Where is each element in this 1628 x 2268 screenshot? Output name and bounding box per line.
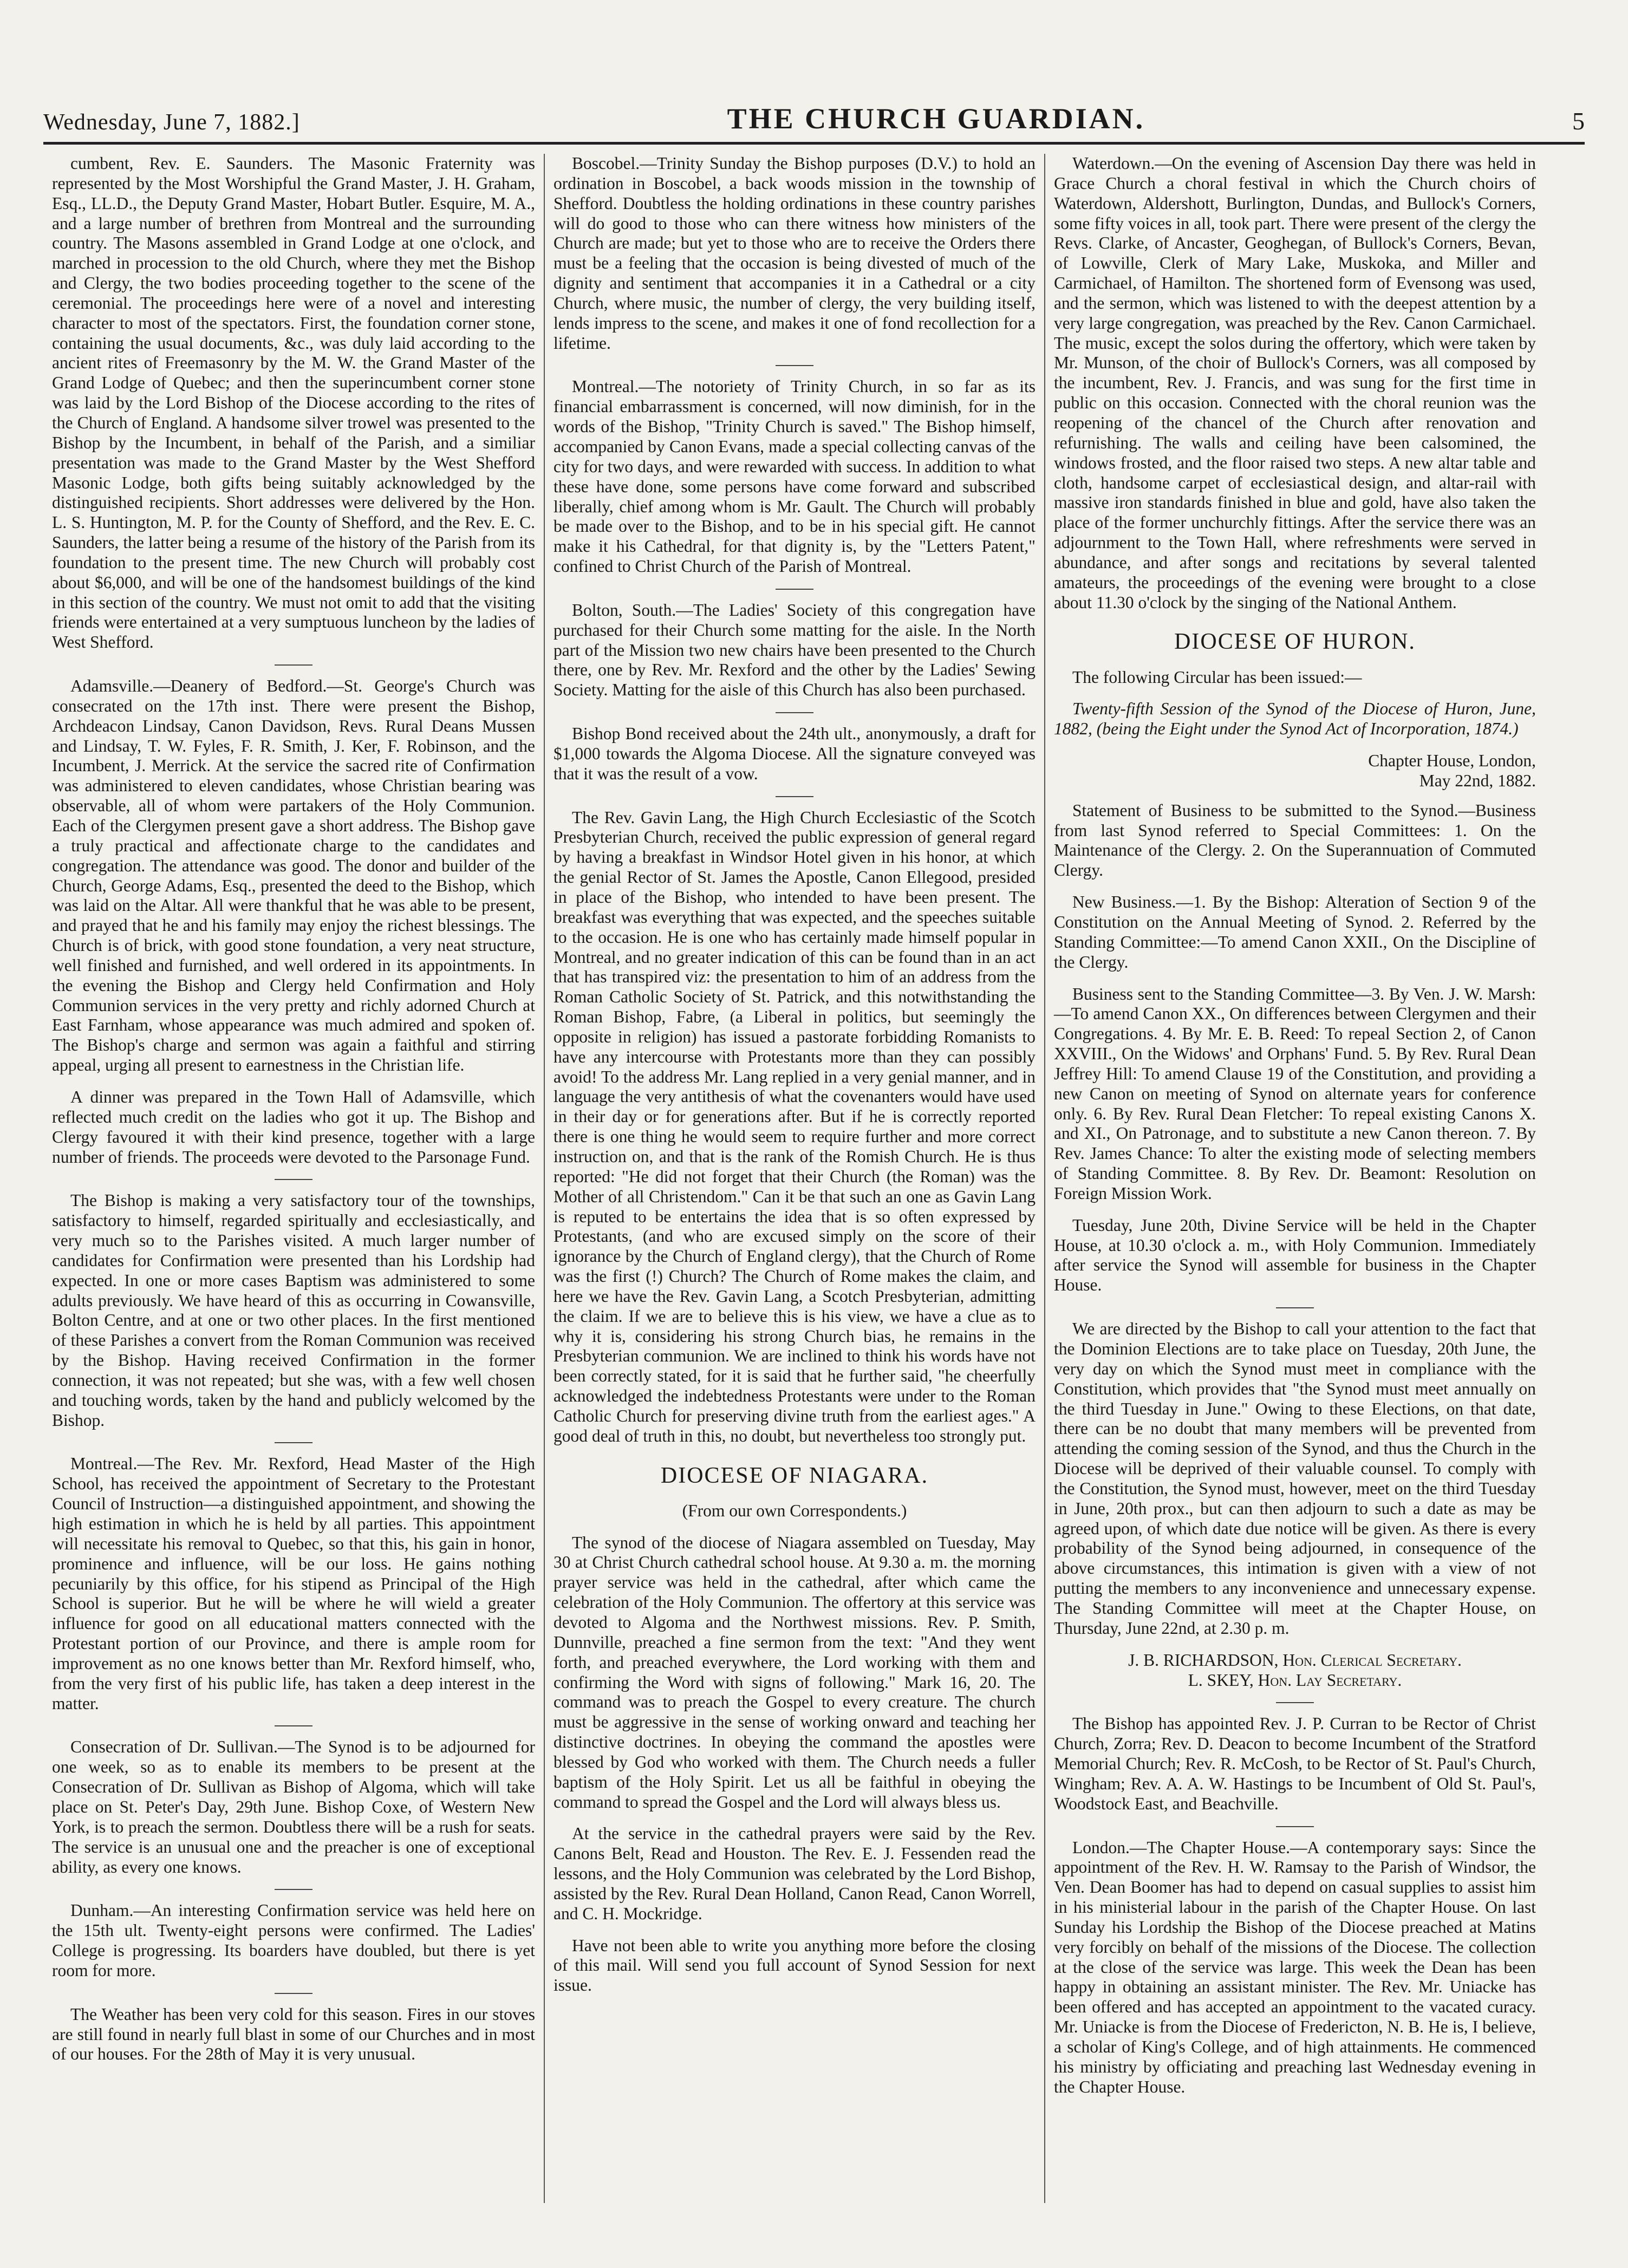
article-paragraph: New Business.—1. By the Bishop: Alteration of Section 9 of the Constitution on the Annual Meeting of Synod. 2. Referred by the Standing Committee:—To amend Canon XXII., On the Discipline of the Clergy. [1054,892,1536,972]
article-weather: The Weather has been very cold for this season. Fires in our stoves are still found in nearly full blast in some of our Churches and in most of our houses. For the 28th of May it is very unusual. [52,2004,535,2064]
columns [43,154,1585,2203]
separator [275,664,312,666]
page-header [43,92,1585,135]
separator [1276,1702,1314,1703]
article-montreal-trinity: Montreal.—The notoriety of Trinity Church, in so far as its financial embarrassment is concerned, will now diminish, for in the words of the Bishop, "Trinity Church is saved." The Bishop himself, accompanied by Canon Evans, made a special collecting canvas of the city for two days, and were rewarded with success. In addition to what these have done, some persons have come forward and subscribed liberally, chief among whom is Mr. Gault. The Church will probably be made over to the Bishop, and to be in his special gift. He cannot make it his Cathedral, for that dignity is, by the "Letters Patent," confined to Christ Church of the Parish of Montreal. [553,377,1036,576]
section-title-huron: DIOCESE OF HURON. [1174,629,1416,655]
issue-date: Wednesday, June 7, 1882.] [43,110,300,135]
article-paragraph: Tuesday, June 20th, Divine Service will be held in the Chapter House, at 10.30 o'clock a. m., with Holy Communion. Immediately after service the Synod will assemble for business in the Chapter House. [1054,1215,1536,1295]
article-gavin-lang: The Rev. Gavin Lang, the High Church Ecclesiastic of the Scotch Presbyterian Church, received the public expression of general regard by having a breakfast in Windsor Hotel given in his honor, at which the genial Rector of St. James the Apostle, Canon Ellegood, presided in place of the Bishop, who intended to have been present. The breakfast was everything that was expected, and the speeches suitable to the occasion. He is one who has certainly made himself popular in Montreal, and no greater indication of this can be found than in an act that has transpired viz: the presentation to him of an address from the Roman Catholic Society of St. Patrick, and this notwithstanding the Roman Bishop, Fabre, (a Liberal in politics, but seemingly the opposite in religion) has issued a pastorate forbidding Romanists to have any intercourse with Protestants more than they can possibly avoid! To the address Mr. Lang replied in a very genial manner, and in language the very antithesis of what the covenanters would have used in their day or for generations after. But if he is correctly reported there is one thing he would seem to require further and more correct instruction on, and that is the rank of the Romish Church. He is thus reported: "He did not forget that their Church (the Roman) was the Mother of all Christendom." Can it be that such an one as Gavin Lang is reputed to be entertains the idea that is so often expressed by Protestants, (and who are excused simply on the score of their ignorance by the Church of England clergy), that the Church of Rome was the first (!) Church? The Church of Rome makes the claim, and here we have the Rev. Gavin Lang, a Scotch Presbyterian, admitting the claim. If we are to believe this is his view, we have a clue as to why it is, considering his strong Church bias, he remains in the Presbyterian communion. We are inclined to think his words have not been correctly stated, for it is said that he further said, "he cheerfully acknowledged the indebtedness Protestants were under to the Roman Catholic Church for preserving divine truth from the earliest ages." A good deal of truth in this, no doubt, but nevertheless too strongly put. [553,807,1036,1445]
circular-heading: Twenty-fifth Session of the Synod of the Diocese of Huron, June, 1882, (being the Eight under the Synod Act of Incorporation, 1874.) [1054,699,1536,739]
article-paragraph: We are directed by the Bishop to call your attention to the fact that the Dominion Elections are to take place on Tuesday, 20th June, the very day on which the Synod must meet in compliance with the Constitution, which provides that "the Synod must meet annually on the third Tuesday in June." Owing to these Elections, on that date, there can be no doubt that many members will be prevented from attending the coming session of the Synod, and thus the Church in the Diocese will be deprived of their valuable counsel. To comply with the Constitution, the Synod must, however, meet on the third Tuesday in June, 20th prox., but can then adjourn to such a date as may be agreed upon, of which date due notice will be given. As there is every probability of the Synod being adjourned, in consequence of the above circumstances, this intimation is given with a view of not putting the members to any inconvenience and unnecessary expense. The Standing Committee will meet at the Chapter House, on Thursday, June 22nd, at 2.30 p. m. [1054,1319,1536,1638]
circular-date: May 22nd, 1882. [1419,771,1536,790]
signature: J. B. RICHARDSON, Hon. Clerical Secretary. [1128,1650,1462,1670]
article-waterdown: Waterdown.—On the evening of Ascension Day there was held in Grace Church a choral festival in which the Church choirs of Waterdown, Aldershott, Burlington, Dundas, and Bullock's Corners, some fifty voices in all, took part. There were present of the clergy the Revs. Clarke, of Ancaster, Geoghegan, of Bullock's Corners, Bevan, of Lowville, Clerk of Mary Lake, Muskoka, and Miller and Carmichael, of Hamilton. The shortened form of Evensong was used, and the sermon, which was listened to with the deepest attention by a very large congregation, was preached by the Rev. Canon Carmichael. The music, except the solos during the offertory, which were taken by Mr. Munson, of the choir of Bullock's Corners, was all composed by the incumbent, Rev. J. Francis, and was sung for the first time in public on this occasion. Connected with the choral reunion was the reopening of the chancel of the Church after renovation and refurnishing. The walls and ceiling have been calsomined, the windows frosted, and the floor raised two steps. A new altar table and cloth, handsome carpet of ecclesiastical design, and altar-rail with massive iron standards finished in blue and gold, have also taken the place of the former unchurchly fittings. After the service there was an adjournment to the Town Hall, where refreshments were served in abundance, and after songs and recitations by several talented amateurs, the proceedings of the evening were brought to a close about 11.30 o'clock by the singing of the National Anthem. [1054,154,1536,612]
article-boscobel: Boscobel.—Trinity Sunday the Bishop purposes (D.V.) to hold an ordination in Boscobel, a back woods mission in the township of Shefford. Doubtless the holding ordinations in these country parishes will do good to those who can there witness how ministers of the Church are made; but yet to those who are to receive the Orders there must be a feeling that the occasion is being divested of much of the dignity and sentiment that accompanies it in a Cathedral or a city Church, where music, the number of clergy, the very building itself, lends impress to the scene, and makes it one of fond recollection for a lifetime. [553,154,1036,353]
article-dunham: Dunham.—An interesting Confirmation service was held here on the 15th ult. Twenty-eight persons were confirmed. The Ladies' College is progressing. Its boarders have doubled, but there is yet room for more. [52,1901,535,1980]
masthead-title: THE CHURCH GUARDIAN. [727,102,1145,135]
separator [275,1889,312,1890]
page-number: 5 [1572,107,1585,135]
article-bolton-south: Bolton, South.—The Ladies' Society of this congregation have purchased for their Church some matting for the aisle. In the North part of the Mission two new chairs have been presented to the Church there, one by Rev. Mr. Rexford and the other by the Ladies' Sewing Society. Matting for the aisle of this Church has also been purchased. [553,600,1036,700]
article-paragraph: Have not been able to write you anything more before the closing of this mail. Will send you full account of Synod Session for next issue. [553,1935,1036,1995]
article-paragraph: Statement of Business to be submitted to the Synod.—Business from last Synod referred to Special Committees: 1. On the Maintenance of the Clergy. 2. On the Superannuation of Commuted Clergy. [1054,800,1536,880]
separator [776,365,813,366]
separator [1276,1826,1314,1827]
separator [275,1179,312,1180]
article-bishop-tour: The Bishop is making a very satisfactory tour of the townships, satisfactory to himself, regarded spiritually and ecclesiastically, and very much so to the Parishes visited. A much larger number of candidates for Confirmation were presented than his Lordship had expected. In one or more cases Baptism was administered to some adults previously. We have heard of this as occurring in Cowansville, Bolton Centre, and at one or two other places. In the first mentioned of these Parishes a convert from the Roman Communion was received by the Bishop. Having received Confirmation in the former connection, it was not repeated; but she was, with a few well chosen and touching words, taken by the hand and publicly welcomed by the Bishop. [52,1191,535,1430]
separator [776,589,813,590]
article-paragraph: Business sent to the Standing Committee—3. By Ven. J. W. Marsh:—To amend Canon XX., On differences between Clergymen and their Congregations. 4. By Mr. E. B. Reed: To repeal Section 2, of Canon XXVIII., On the Widows' and Orphans' Fund. 5. By Rev. Rural Dean Jeffrey Hill: To amend Clause 19 of the Constitution, and providing a new Canon on meeting of Synod on alternate years for conference only. 6. By Rev. Rural Dean Fletcher: To repeal existing Canons X. and XI., On Patronage, and to substitute a new Canon thereon. 7. By Rev. James Chance: To alter the existing mode of selecting members of Standing Committee. 8. By Rev. Dr. Beamont: Resolution on Foreign Mission Work. [1054,984,1536,1203]
article-niagara-synod: The synod of the diocese of Niagara assembled on Tuesday, May 30 at Christ Church cathedral school house. At 9.30 a. m. the morning prayer service was held in the cathedral, after which came the celebration of the Holy Communion. The offertory at this service was devoted to Algoma and the Northwest missions. Rev. P. Smith, Dunnville, preached a fine sermon from the text: "And they went forth, and preached everywhere, the Lord working with them and confirming the Word with signs of following." Mark 16, 20. The command was to preach the Gospel to every creature. The church must be aggressive in the sense of working onward and teaching her distinctive doctrines. In obeying the command the apostles were blessed by God who worked with them. The Church needs a fuller baptism of the Holy Spirit. Let us all be faithful in obeying the command to spread the Gospel and the Lord will always bless us. [553,1533,1036,1811]
article-appointments: The Bishop has appointed Rev. J. P. Curran to be Rector of Christ Church, Zorra; Rev. D. Deacon to become Incumbent of the Stratford Memorial Church; Rev. R. McCosh, to be Rector of St. Paul's Church, Wingham; Rev. A. A. W. Hastings to be Incumbent of Old St. Paul's, Woodstock East, and Beachville. [1054,1714,1536,1813]
article-paragraph: A dinner was prepared in the Town Hall of Adamsville, which reflected much credit on the ladies who got it up. The Bishop and Clergy favoured it with their kind presence, together with a large number of friends. The proceeds were devoted to the Parsonage Fund. [52,1087,535,1166]
separator [275,1725,312,1726]
separator [776,712,813,713]
article-paragraph: The following Circular has been issued:— [1072,667,1362,687]
article-montreal-rexford: Montreal.—The Rev. Mr. Rexford, Head Master of the High School, has received the appointment of Secretary to the Protestant Council of Instruction—a distinguished appointment, and showing the high estimation in which he is held by all parties. This appointment will necessitate his removal to Quebec, so that this, his gain in honor, prominence and influence, will be our loss. He gains nothing pecuniarily by this office, for his stipend as Principal of the High School is superior. But he will be where he will wield a greater influence for good on all educational matters connected with the Protestant portion of our Province, and there is ample room for improvement as no one knows better than Mr. Rexford himself, who, from the very first of his public life, has taken a deep interest in the matter. [52,1454,535,1713]
article-london: London.—The Chapter House.—A contemporary says: Since the appointment of the Rev. H. W. Ramsay to the Parish of Windsor, the Ven. Dean Boomer has had to depend on casual supplies to assist him in his ministerial labour in the parish of the Chapter House. On last Sunday his Lordship the Bishop of the Diocese preached at Matins very forcibly on behalf of the missions of the Diocese. The collection at the close of the service was large. This week the Dean has been happy in obtaining an assistant minister. The Rev. Mr. Uniacke has been offered and has accepted an appointment to the vacated curacy. Mr. Uniacke is from the Diocese of Fredericton, N. B. He is, I believe, a scholar of King's College, and of high attainments. He commenced his ministry by officiating and preaching last Wednesday evening in the Chapter House. [1054,1837,1536,2096]
signature: L. SKEY, Hon. Lay Secretary. [1188,1670,1402,1690]
section-title-niagara: DIOCESE OF NIAGARA. [660,1463,929,1488]
column-2 [544,154,1044,2203]
article-paragraph: At the service in the cathedral prayers were said by the Rev. Canons Belt, Read and Houston. The Rev. E. J. Fessenden read the lessons, and the Holy Communion was celebrated by the Lord Bishop, assisted by the Rev. Rural Dean Holland, Canon Read, Canon Worrell, and C. H. Mockridge. [553,1824,1036,1923]
separator [275,1442,312,1443]
section-subtitle: (From our own Correspondents.) [682,1501,907,1520]
circular-place: Chapter House, London, [1368,751,1536,771]
article-consecration: Consecration of Dr. Sullivan.—The Synod is to be adjourned for one week, so as to enable its members to be present at the Consecration of Dr. Sullivan as Bishop of Algoma, which will take place on St. Peter's Day, 29th June. Bishop Coxe, of Western New York, is to preach the sermon. Doubtless there will be a rush for seats. The service is an unusual one and the preacher is one of exceptional ability, as every one knows. [52,1737,535,1876]
header-rule [43,142,1585,145]
column-1 [43,154,544,2203]
article-bishop-bond: Bishop Bond received about the 24th ult., anonymously, a draft for $1,000 towards the Algoma Diocese. All the signature conveyed was that it was the result of a vow. [553,724,1036,783]
separator [1276,1307,1314,1308]
article-adamsville: Adamsville.—Deanery of Bedford.—St. George's Church was consecrated on the 17th inst. There were present the Bishop, Archdeacon Lindsay, Canon Davidson, Revs. Rural Deans Mussen and Lindsay, T. W. Fyles, F. R. Smith, J. Ker, F. Robinson, and the Incumbent, J. Merrick. At the service the sacred rite of Confirmation was administered to eleven candidates, whose Christian bearing was observable, all of whom were partakers of the Holy Communion. Each of the Clergymen present gave a short address. The Bishop gave a truly practical and affectionate charge to the candidates and congregation. The attendance was good. The donor and builder of the Church, George Adams, Esq., presented the deed to the Bishop, which was laid on the Altar. All were thankful that he was able to be present, and prayed that he and his family may enjoy the richest blessings. The Church is of brick, with good stone foundation, a very neat structure, well finished and furnished, and well ordered in its appointments. In the evening the Bishop and Clergy held Confirmation and Holy Communion services in the very pretty and richly adorned Church at East Farnham, whose appearance was much admired and spoken of. The Bishop's charge and sermon was again a faithful and stirring appeal, urging all present to earnestness in the Christian life. [52,676,535,1075]
separator [275,1993,312,1994]
article-paragraph: cumbent, Rev. E. Saunders. The Masonic Fraternity was represented by the Most Worshipful the Grand Master, J. H. Graham, Esq., LL.D., the Deputy Grand Master, Hobart Butler. Esquire, M. A., and a large number of brethren from Montreal and the surrounding country. The Masons assembled in Grand Lodge at one o'clock, and marched in procession to the old Church, where they met the Bishop and Clergy, the two bodies proceeding together to the scene of the ceremonial. The proceedings here were of a novel and interesting character to most of the spectators. First, the foundation corner stone, containing the usual documents, &c., was duly laid according to the ancient rites of Freemasonry by the M. W. the Grand Master of the Grand Lodge of Quebec; and then the superincumbent corner stone was laid by the Lord Bishop of the Diocese according to the rites of the Church of England. A handsome silver trowel was presented to the Bishop by the Incumbent, in behalf of the Parish, and a similiar presentation was made to the Grand Master by the West Shefford Masonic Lodge, both gifts being suitably acknowledged by the distinguished recipients. Short addresses were delivered by the Hon. L. S. Huntington, M. P. for the County of Shefford, and the Rev. E. C. Saunders, the latter being a resume of the history of the Parish from its foundation to the present time. The new Church will probably cost about $6,000, and will be one of the handsomest buildings of the kind in this section of the country. We must not omit to add that the visiting friends were entertained at a very sumptuous luncheon by the ladies of West Shefford. [52,154,535,652]
column-3 [1044,154,1545,2203]
separator [776,796,813,797]
